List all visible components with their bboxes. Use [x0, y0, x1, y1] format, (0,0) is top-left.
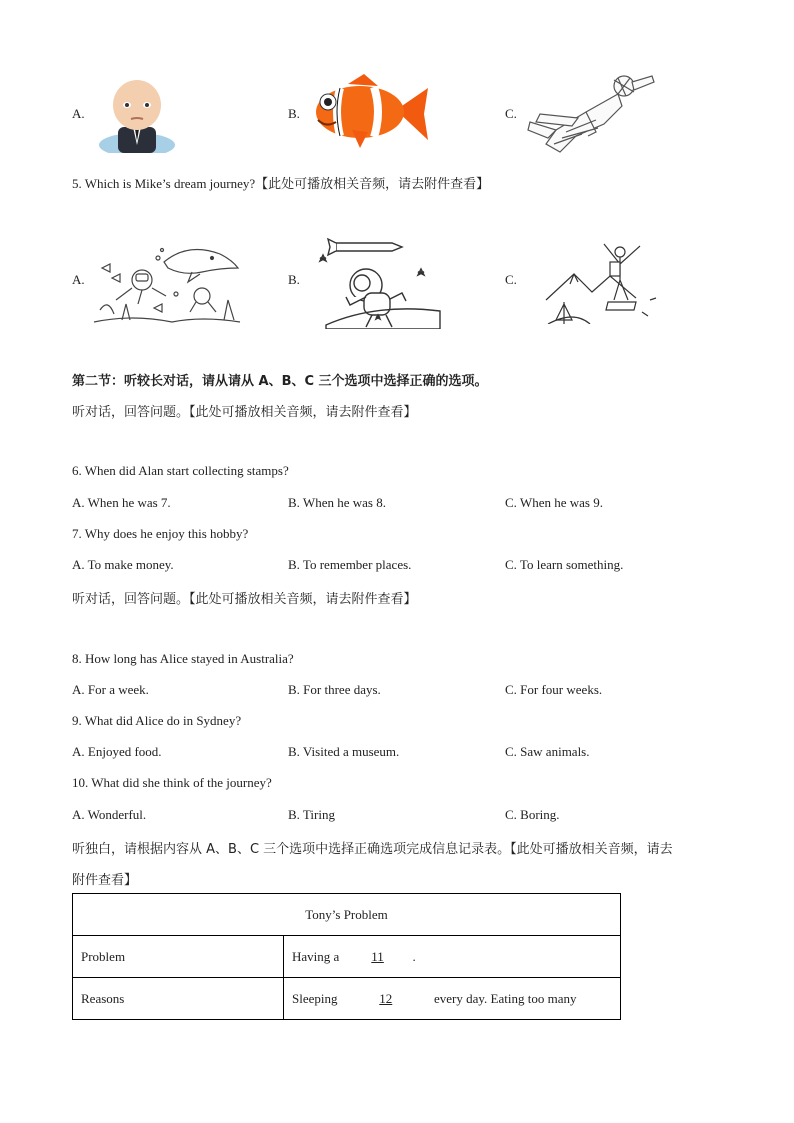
q9-option-a: A. Enjoyed food. [72, 744, 162, 759]
q10-option-a: A. Wonderful. [72, 807, 147, 822]
section2-heading: 第二节：听较长对话，请从请从 A、B、C 三个选项中选择正确的选项。 [72, 374, 488, 389]
dialog1-intro: 听对话，回答问题。【此处可播放相关音频，请去附件查看】 [72, 405, 417, 420]
q5-option-b-label: B. [288, 272, 300, 287]
q5-option-c-label: C. [505, 272, 517, 287]
problem-post-text: . [412, 948, 416, 964]
monologue-intro-line1: 听独白，请根据内容从 A、B、C 三个选项中选择正确选项完成信息记录表。【此处可播放相关音频，请去 [72, 842, 673, 857]
underwater-dive-icon [92, 238, 242, 329]
q8-option-c: C. For four weeks. [505, 682, 603, 697]
row-value-problem [284, 936, 621, 978]
q8-option-a: A. For a week. [72, 682, 149, 697]
q4-option-b-label: B. [288, 106, 300, 121]
row-label-problem: Problem [73, 936, 284, 978]
monologue-intro-line2: 附件查看】 [72, 873, 138, 888]
q5-question: 5. Which is Mike’s dream journey?【此处可播放相关音频，请去附件查看】 [72, 176, 490, 191]
q6-option-c: C. When he was 9. [505, 495, 603, 510]
table-title-row [73, 894, 621, 936]
q9-option-b: B. Visited a museum. [288, 744, 400, 759]
q10-option-c: C. Boring. [505, 807, 560, 822]
q6-option-b: B. When he was 8. [288, 495, 386, 510]
question-6: 6. When did Alan start collecting stamps? [72, 463, 289, 478]
question-7: 7. Why does he enjoy this hobby? [72, 526, 249, 541]
spiderman-icon [526, 72, 656, 161]
q4-option-a-label: A. [72, 106, 85, 121]
reasons-pre-text: Sleeping [292, 990, 338, 1006]
question-8: 8. How long has Alice stayed in Australia? [72, 651, 294, 666]
question-9: 9. What did Alice do in Sydney? [72, 713, 242, 728]
table-title: Tony’s Problem [73, 894, 621, 936]
q7-option-c: C. To learn something. [505, 557, 624, 572]
clownfish-icon [308, 72, 432, 159]
row-value-reasons [284, 978, 621, 1020]
row-label-reasons: Reasons [73, 978, 284, 1020]
q10-option-b: B. Tiring [288, 807, 335, 822]
reasons-post-text: every day. Eating too many [434, 990, 577, 1006]
astronaut-space-icon [306, 233, 442, 334]
q4-option-c-label: C. [505, 106, 517, 121]
q9-option-c: C. Saw animals. [505, 744, 590, 759]
q6-option-a: A. When he was 7. [72, 495, 171, 510]
q7-option-b: B. To remember places. [288, 557, 412, 572]
table-row [73, 936, 621, 978]
q5-option-a-label: A. [72, 272, 85, 287]
dialog2-intro: 听对话，回答问题。【此处可播放相关音频，请去附件查看】 [72, 592, 417, 607]
blank-11: 11 [371, 948, 384, 964]
question-10: 10. What did she think of the journey? [72, 775, 272, 790]
problem-pre-text: Having a [292, 948, 343, 964]
baby-boss-icon [96, 75, 178, 158]
q8-option-b: B. For three days. [288, 682, 381, 697]
q7-option-a: A. To make money. [72, 557, 174, 572]
record-table [72, 893, 621, 1020]
table-row [73, 978, 621, 1020]
blank-12: 12 [379, 990, 393, 1006]
mountain-hiker-icon [544, 240, 662, 329]
